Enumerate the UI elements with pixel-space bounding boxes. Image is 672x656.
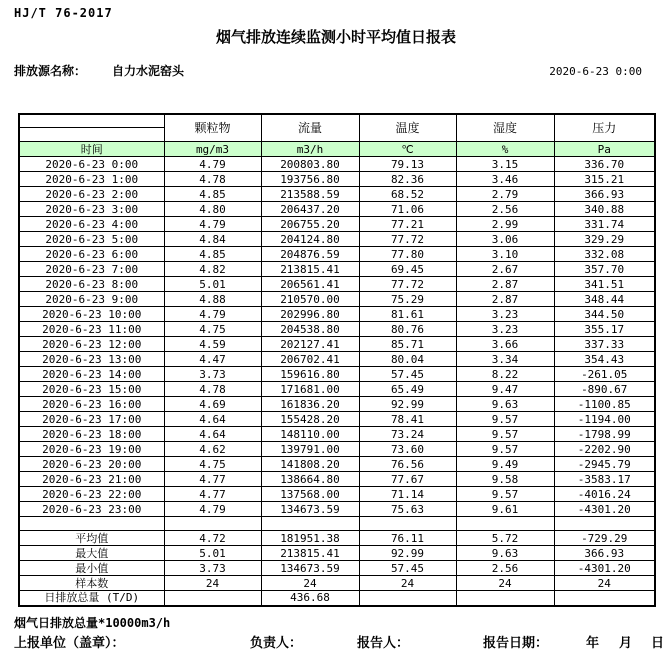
value-cell: 3.15 (456, 157, 554, 172)
report-date-label: 报告日期： (483, 636, 549, 651)
page-title: 烟气排放连续监测小时平均值日报表 (215, 28, 456, 46)
day-label: 日 (651, 636, 665, 651)
value-cell: 92.99 (359, 546, 456, 561)
value-cell: 3.23 (456, 307, 554, 322)
value-cell: 436.68 (261, 591, 359, 606)
column-header-pressure: 压力 (554, 114, 655, 142)
time-cell: 2020-6-23 10:00 (19, 307, 164, 322)
value-cell: 4.84 (164, 232, 261, 247)
value-cell: 213588.59 (261, 187, 359, 202)
column-header-humidity: 湿度 (456, 114, 554, 142)
value-cell: 206702.41 (261, 352, 359, 367)
table-body (19, 157, 655, 606)
value-cell: 2.87 (456, 292, 554, 307)
source-name-label: 排放源名称： (14, 64, 87, 78)
value-cell: 24 (554, 576, 655, 591)
value-cell: 9.49 (456, 457, 554, 472)
value-cell: 159616.80 (261, 367, 359, 382)
value-cell: 4.72 (164, 531, 261, 546)
column-header-flow: 流量 (261, 114, 359, 142)
value-cell: 5.72 (456, 531, 554, 546)
unit-flow: m3/h (261, 142, 359, 157)
value-cell: 2.87 (456, 277, 554, 292)
table-row (19, 502, 655, 517)
value-cell: 24 (261, 576, 359, 591)
value-cell: 366.93 (554, 187, 655, 202)
value-cell: 181951.38 (261, 531, 359, 546)
table-row (19, 412, 655, 427)
value-cell: -729.29 (554, 531, 655, 546)
value-cell (261, 517, 359, 531)
time-cell: 2020-6-23 17:00 (19, 412, 164, 427)
table-row (19, 202, 655, 217)
time-cell: 2020-6-23 14:00 (19, 367, 164, 382)
value-cell: 92.99 (359, 397, 456, 412)
value-cell: 77.67 (359, 472, 456, 487)
value-cell: 85.71 (359, 337, 456, 352)
reporting-unit-label: 上报单位（盖章）： (14, 636, 125, 651)
value-cell: 24 (164, 576, 261, 591)
corner-cell (19, 114, 164, 142)
value-cell: 161836.20 (261, 397, 359, 412)
table-row (19, 307, 655, 322)
value-cell: 141808.20 (261, 457, 359, 472)
time-cell: 2020-6-23 1:00 (19, 172, 164, 187)
value-cell: 337.33 (554, 337, 655, 352)
table-row (19, 382, 655, 397)
reporter-label: 报告人： (357, 636, 410, 651)
value-cell: 206437.20 (261, 202, 359, 217)
value-cell: 9.57 (456, 442, 554, 457)
value-cell: 204124.80 (261, 232, 359, 247)
value-cell: 77.21 (359, 217, 456, 232)
value-cell: 341.51 (554, 277, 655, 292)
time-cell: 2020-6-23 23:00 (19, 502, 164, 517)
time-cell: 2020-6-23 4:00 (19, 217, 164, 232)
year-label: 年 (586, 636, 600, 651)
value-cell: -890.67 (554, 382, 655, 397)
value-cell: 80.76 (359, 322, 456, 337)
unit-pressure: Pa (554, 142, 655, 157)
value-cell: 3.46 (456, 172, 554, 187)
summary-row (19, 576, 655, 591)
value-cell: 3.10 (456, 247, 554, 262)
value-cell: 76.56 (359, 457, 456, 472)
table-row (19, 337, 655, 352)
value-cell: 82.36 (359, 172, 456, 187)
signature-line (0, 632, 672, 650)
unit-temperature: ℃ (359, 142, 456, 157)
value-cell: -4016.24 (554, 487, 655, 502)
time-cell: 2020-6-23 12:00 (19, 337, 164, 352)
value-cell (554, 517, 655, 531)
month-label: 月 (619, 636, 633, 651)
table-row (19, 217, 655, 232)
value-cell: 213815.41 (261, 546, 359, 561)
value-cell: 4.77 (164, 487, 261, 502)
table-row (19, 232, 655, 247)
value-cell: 2.56 (456, 202, 554, 217)
time-cell: 2020-6-23 3:00 (19, 202, 164, 217)
value-cell: 2.79 (456, 187, 554, 202)
value-cell: 344.50 (554, 307, 655, 322)
value-cell: 9.61 (456, 502, 554, 517)
value-cell: 4.75 (164, 322, 261, 337)
value-cell: -261.05 (554, 367, 655, 382)
unit-row (19, 142, 655, 157)
value-cell: 57.45 (359, 367, 456, 382)
value-cell: 332.08 (554, 247, 655, 262)
value-cell: 4.77 (164, 472, 261, 487)
value-cell: 355.17 (554, 322, 655, 337)
value-cell: -2202.90 (554, 442, 655, 457)
summary-label: 最小值 (19, 561, 164, 576)
time-cell: 2020-6-23 7:00 (19, 262, 164, 277)
total-emission-footnote: 烟气日排放总量*10000m3/h (14, 616, 171, 630)
value-cell: 2.67 (456, 262, 554, 277)
value-cell: 5.01 (164, 277, 261, 292)
standard-number: HJ/T 76-2017 (14, 6, 113, 20)
value-cell: 9.57 (456, 487, 554, 502)
value-cell: 4.79 (164, 502, 261, 517)
source-name-value: 自力水泥窑头 (112, 64, 185, 78)
value-cell: 336.70 (554, 157, 655, 172)
report-datetime: 2020-6-23 0:00 (549, 65, 642, 78)
value-cell: 134673.59 (261, 502, 359, 517)
table-row (19, 157, 655, 172)
value-cell: 2.56 (456, 561, 554, 576)
value-cell: 138664.80 (261, 472, 359, 487)
corner-cell-top (20, 115, 164, 128)
value-cell: 4.85 (164, 247, 261, 262)
value-cell: 75.29 (359, 292, 456, 307)
value-cell: 366.93 (554, 546, 655, 561)
table-row (19, 367, 655, 382)
value-cell: 77.72 (359, 277, 456, 292)
value-cell: 73.24 (359, 427, 456, 442)
value-cell: 331.74 (554, 217, 655, 232)
value-cell: 202127.41 (261, 337, 359, 352)
value-cell: 4.82 (164, 262, 261, 277)
value-cell: 202996.80 (261, 307, 359, 322)
value-cell: 69.45 (359, 262, 456, 277)
value-cell: 4.79 (164, 157, 261, 172)
value-cell: 4.64 (164, 427, 261, 442)
value-cell: 3.66 (456, 337, 554, 352)
value-cell: 210570.00 (261, 292, 359, 307)
value-cell: 4.62 (164, 442, 261, 457)
time-cell: 2020-6-23 8:00 (19, 277, 164, 292)
summary-row (19, 531, 655, 546)
time-cell: 2020-6-23 22:00 (19, 487, 164, 502)
hourly-average-table (18, 113, 656, 607)
value-cell: 134673.59 (261, 561, 359, 576)
table-row (19, 487, 655, 502)
value-cell: 24 (456, 576, 554, 591)
manager-label: 负责人： (250, 636, 303, 651)
value-cell: 340.88 (554, 202, 655, 217)
spacer-row (19, 517, 655, 531)
unit-particulate: mg/m3 (164, 142, 261, 157)
value-cell: -1798.99 (554, 427, 655, 442)
value-cell: 204876.59 (261, 247, 359, 262)
unit-humidity: % (456, 142, 554, 157)
value-cell: 4.47 (164, 352, 261, 367)
value-cell: 77.72 (359, 232, 456, 247)
value-cell: 4.78 (164, 172, 261, 187)
value-cell: 4.79 (164, 217, 261, 232)
value-cell: 9.57 (456, 427, 554, 442)
value-cell: 204538.80 (261, 322, 359, 337)
table-row (19, 262, 655, 277)
value-cell: 4.88 (164, 292, 261, 307)
summary-label: 日排放总量 (T/D) (19, 591, 164, 606)
value-cell (359, 517, 456, 531)
time-cell (19, 517, 164, 531)
value-cell (554, 591, 655, 606)
value-cell: 354.43 (554, 352, 655, 367)
value-cell: 73.60 (359, 442, 456, 457)
summary-row (19, 546, 655, 561)
value-cell: 68.52 (359, 187, 456, 202)
time-header: 时间 (19, 142, 164, 157)
table-row (19, 472, 655, 487)
value-cell: 76.11 (359, 531, 456, 546)
value-cell: 9.47 (456, 382, 554, 397)
value-cell: 213815.41 (261, 262, 359, 277)
time-cell: 2020-6-23 2:00 (19, 187, 164, 202)
value-cell: 9.63 (456, 397, 554, 412)
value-cell: 4.79 (164, 307, 261, 322)
value-cell: -3583.17 (554, 472, 655, 487)
value-cell: 8.22 (456, 367, 554, 382)
value-cell: 57.45 (359, 561, 456, 576)
value-cell: 171681.00 (261, 382, 359, 397)
corner-cell-bottom (20, 128, 164, 141)
value-cell: 9.63 (456, 546, 554, 561)
value-cell: 3.73 (164, 561, 261, 576)
value-cell: 4.75 (164, 457, 261, 472)
value-cell: 4.64 (164, 412, 261, 427)
value-cell: 80.04 (359, 352, 456, 367)
value-cell: 200803.80 (261, 157, 359, 172)
value-cell: 3.23 (456, 322, 554, 337)
value-cell (359, 591, 456, 606)
value-cell: -4301.20 (554, 561, 655, 576)
summary-row (19, 561, 655, 576)
table-row (19, 427, 655, 442)
value-cell: 4.78 (164, 382, 261, 397)
value-cell: 71.14 (359, 487, 456, 502)
value-cell (164, 517, 261, 531)
table-row (19, 172, 655, 187)
value-cell: 155428.20 (261, 412, 359, 427)
value-cell (164, 591, 261, 606)
value-cell: 206755.20 (261, 217, 359, 232)
column-header-temperature: 温度 (359, 114, 456, 142)
value-cell: 9.57 (456, 412, 554, 427)
value-cell: 4.59 (164, 337, 261, 352)
time-cell: 2020-6-23 13:00 (19, 352, 164, 367)
table-row (19, 277, 655, 292)
table-row (19, 247, 655, 262)
value-cell: 79.13 (359, 157, 456, 172)
value-cell: 77.80 (359, 247, 456, 262)
table-row (19, 187, 655, 202)
value-cell: 357.70 (554, 262, 655, 277)
summary-label: 最大值 (19, 546, 164, 561)
value-cell: 24 (359, 576, 456, 591)
value-cell: 3.73 (164, 367, 261, 382)
value-cell: 71.06 (359, 202, 456, 217)
table-row (19, 442, 655, 457)
time-cell: 2020-6-23 0:00 (19, 157, 164, 172)
time-cell: 2020-6-23 6:00 (19, 247, 164, 262)
table-row (19, 322, 655, 337)
value-cell: 329.29 (554, 232, 655, 247)
value-cell: 2.99 (456, 217, 554, 232)
value-cell: -1194.00 (554, 412, 655, 427)
value-cell: 137568.00 (261, 487, 359, 502)
table-row (19, 292, 655, 307)
value-cell: 139791.00 (261, 442, 359, 457)
value-cell: 3.34 (456, 352, 554, 367)
value-cell: 206561.41 (261, 277, 359, 292)
value-cell: -2945.79 (554, 457, 655, 472)
value-cell: 148110.00 (261, 427, 359, 442)
value-cell: 315.21 (554, 172, 655, 187)
time-cell: 2020-6-23 9:00 (19, 292, 164, 307)
time-cell: 2020-6-23 16:00 (19, 397, 164, 412)
value-cell: -1100.85 (554, 397, 655, 412)
value-cell (456, 517, 554, 531)
value-cell: 78.41 (359, 412, 456, 427)
source-row (14, 62, 642, 79)
value-cell: 3.06 (456, 232, 554, 247)
value-cell (456, 591, 554, 606)
time-cell: 2020-6-23 18:00 (19, 427, 164, 442)
table-row (19, 457, 655, 472)
value-cell: 9.58 (456, 472, 554, 487)
value-cell: 75.63 (359, 502, 456, 517)
time-cell: 2020-6-23 15:00 (19, 382, 164, 397)
column-header-row (19, 114, 655, 142)
time-cell: 2020-6-23 11:00 (19, 322, 164, 337)
value-cell: 4.69 (164, 397, 261, 412)
value-cell: 5.01 (164, 546, 261, 561)
value-cell: 4.80 (164, 202, 261, 217)
column-header-particulate: 颗粒物 (164, 114, 261, 142)
summary-label: 样本数 (19, 576, 164, 591)
value-cell: 4.85 (164, 187, 261, 202)
value-cell: 348.44 (554, 292, 655, 307)
value-cell: 65.49 (359, 382, 456, 397)
value-cell: 193756.80 (261, 172, 359, 187)
table-row (19, 397, 655, 412)
summary-label: 平均值 (19, 531, 164, 546)
value-cell: -4301.20 (554, 502, 655, 517)
time-cell: 2020-6-23 20:00 (19, 457, 164, 472)
value-cell: 81.61 (359, 307, 456, 322)
summary-row (19, 591, 655, 606)
time-cell: 2020-6-23 5:00 (19, 232, 164, 247)
time-cell: 2020-6-23 21:00 (19, 472, 164, 487)
time-cell: 2020-6-23 19:00 (19, 442, 164, 457)
table-row (19, 352, 655, 367)
